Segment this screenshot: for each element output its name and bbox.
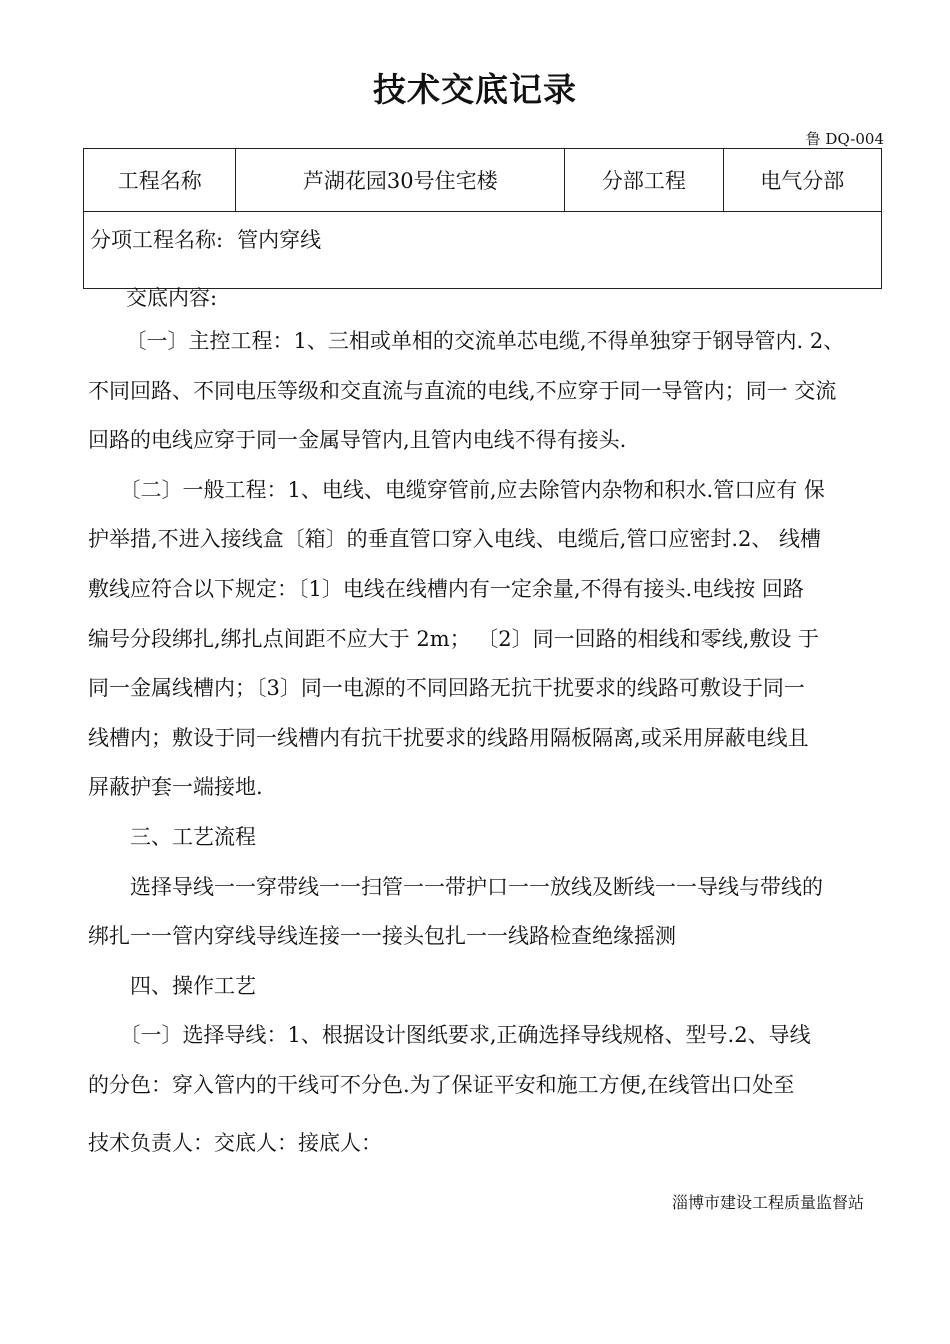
body-line: 编号分段绑扎,绑扎点间距不应大于 2m； 〔2〕同一回路的相线和零线,敷设 于 bbox=[88, 626, 820, 651]
division-value: 电气分部 bbox=[723, 149, 881, 212]
project-name-label: 工程名称 bbox=[84, 149, 236, 212]
body-line: 的分色：穿入管内的干线可不分色.为了保证平安和施工方便,在线管出口处至 bbox=[88, 1072, 795, 1097]
division-label: 分部工程 bbox=[565, 149, 723, 212]
body-line: 屏蔽护套一端接地. bbox=[88, 775, 263, 800]
issuing-authority: 淄博市建设工程质量监督站 bbox=[671, 1193, 864, 1212]
body-line: 选择导线一一穿带线一一扫管一一带护口一一放线及断线一一导线与带线的 bbox=[88, 874, 823, 899]
section-heading: 四、操作工艺 bbox=[88, 973, 256, 998]
body-text bbox=[88, 317, 888, 1111]
body-line: 线槽内；敷设于同一线槽内有抗干扰要求的线路用隔板隔离,或采用屏蔽电线且 bbox=[88, 725, 809, 750]
body-line: 〔二〕一般工程：1、电线、电缆穿管前,应去除管内杂物和积水.管口应有 保 bbox=[88, 477, 825, 502]
subitem-cell bbox=[84, 212, 882, 289]
content-label: 交底内容: bbox=[126, 286, 218, 310]
section-heading: 三、工艺流程 bbox=[88, 824, 256, 849]
form-code: 鲁 DQ-004 bbox=[805, 130, 884, 148]
body-line: 〔一〕主控工程：1、三相或单相的交流单芯电缆,不得单独穿于钢导管内. 2、 bbox=[94, 329, 845, 353]
project-name-value: 芦湖花园30号住宅楼 bbox=[236, 149, 565, 212]
subitem-row bbox=[84, 212, 882, 289]
body-line: 〔一〕选择导线：1、根据设计图纸要求,正确选择导线规格、型号.2、导线 bbox=[88, 1023, 811, 1048]
body-line: 回路的电线应穿于同一金属导管内,且管内电线不得有接头. bbox=[88, 428, 627, 453]
body-line: 护举措,不进入接线盒〔箱〕的垂直管口穿入电线、电缆后,管口应密封.2、 线槽 bbox=[88, 527, 822, 552]
header-table bbox=[83, 148, 882, 289]
body-line: 绑扎一一管内穿线导线连接一一接头包扎一一线路检查绝缘摇测 bbox=[88, 924, 676, 949]
body-line: 敷线应符合以下规定：〔1〕电线在线槽内有一定余量,不得有接头.电线按 回路 bbox=[88, 576, 804, 601]
signature-line: 技术负责人：交底人：接底人： bbox=[88, 1131, 382, 1155]
document-title: 技术交底记录 bbox=[373, 70, 577, 109]
body-line: 不同回路、不同电压等级和交直流与直流的电线,不应穿于同一导管内；同一 交流 bbox=[88, 378, 837, 403]
body-line: 同一金属线槽内；〔3〕同一电源的不同回路无抗干扰要求的线路可敷设于同一 bbox=[88, 676, 805, 701]
subitem-label: 分项工程名称: bbox=[90, 228, 224, 252]
header-row bbox=[84, 149, 882, 212]
subitem-value: 管内穿线 bbox=[237, 228, 322, 252]
